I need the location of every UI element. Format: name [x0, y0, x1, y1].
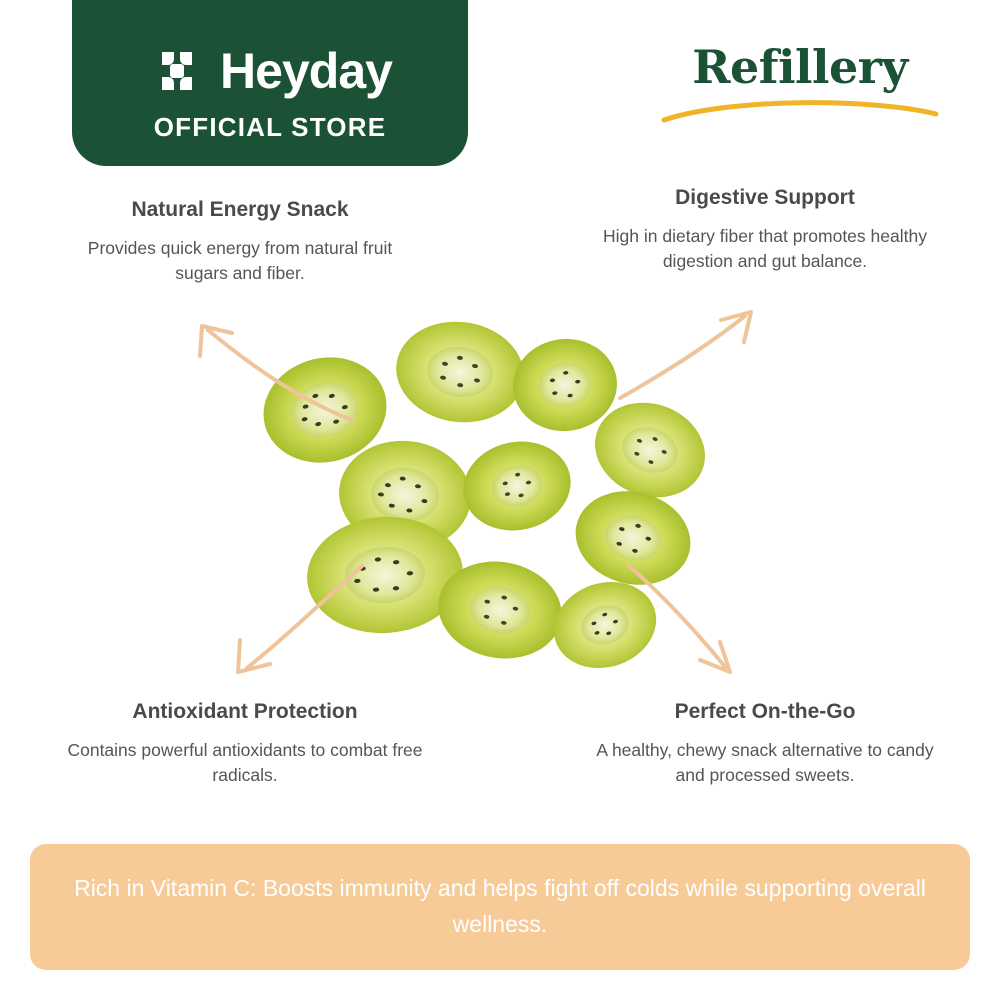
heyday-flower-icon — [148, 42, 206, 100]
arrowhead-top-left — [200, 326, 232, 356]
product-image — [255, 300, 735, 690]
brand-row — [148, 42, 392, 100]
refillery-logo — [660, 40, 940, 140]
feature-antioxidant-protection — [60, 700, 430, 789]
refillery-wordmark: Refillery — [692, 40, 908, 94]
feature-body: Provides quick energy from natural fruit sugars and fiber. — [87, 238, 393, 284]
feature-title: Antioxidant Protection — [132, 700, 358, 723]
feature-body: A healthy, chewy snack alternative to candy and processed sweets. — [596, 740, 934, 786]
feature-digestive-support — [580, 186, 950, 275]
feature-title: Natural Energy Snack — [131, 198, 349, 221]
official-store-badge — [72, 0, 468, 166]
brand-name: Heyday — [220, 42, 392, 99]
feature-natural-energy-snack — [60, 198, 420, 287]
feature-perfect-on-the-go — [580, 700, 950, 789]
store-subtitle: OFFICIAL STORE — [153, 111, 387, 142]
refillery-swoosh-icon — [660, 90, 940, 130]
vitamin-c-banner — [30, 844, 970, 970]
banner-text: Rich in Vitamin C: Boosts immunity and helps fight off colds while supporting overall wellness. — [74, 875, 926, 937]
feature-body: High in dietary fiber that promotes healthy digestion and gut balance. — [603, 226, 927, 272]
feature-title: Perfect On-the-Go — [674, 700, 856, 723]
feature-body: Contains powerful antioxidants to combat free radicals. — [67, 740, 423, 786]
feature-title: Digestive Support — [675, 186, 855, 209]
